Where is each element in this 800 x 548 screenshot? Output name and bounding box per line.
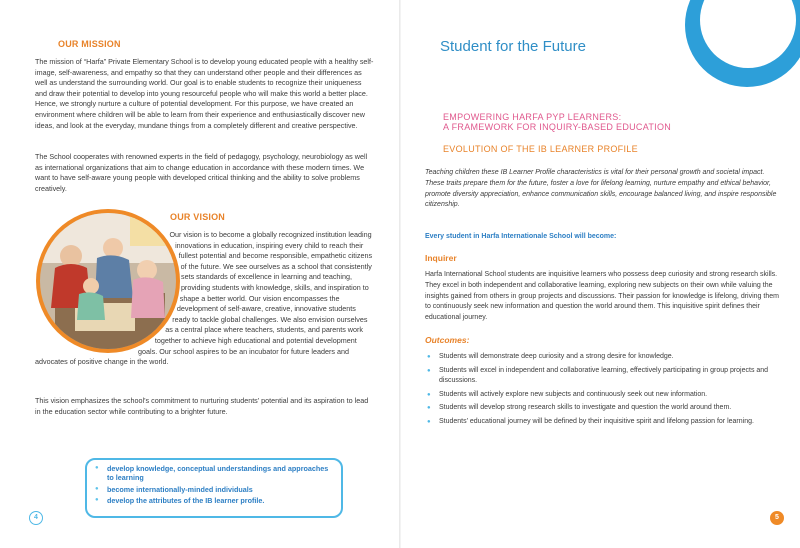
subtitle-line-2: A FRAMEWORK FOR INQUIRY-BASED EDUCATION — [443, 122, 672, 132]
ib-goals-callout — [85, 458, 343, 518]
decorative-circle — [682, 0, 800, 90]
list-item: ● Students’ educational journey will be defined by their inquisitive spirit and lifelong passion for learning. — [425, 417, 775, 428]
list-item: ● Students will demonstrate deep curiosity and a strong desire for knowledge. — [425, 352, 775, 363]
vision-heading: OUR VISION — [170, 212, 226, 222]
mission-heading: OUR MISSION — [58, 39, 121, 49]
right-page — [400, 0, 800, 548]
page-title: Student for the Future — [440, 38, 586, 55]
outcomes-list — [425, 352, 775, 430]
list-item: ● Students will excel in independent and collaborative learning, effectively participating in group projects and discussions. — [425, 366, 775, 387]
evolution-heading: EVOLUTION OF THE IB LEARNER PROFILE — [443, 144, 638, 154]
every-student-line: Every student in Harfa Internationale School will become: — [425, 233, 617, 240]
page-number-right: 5 — [770, 511, 784, 525]
callout-item: ● develop knowledge, conceptual understandings and approaches to learning — [95, 464, 333, 483]
list-item: ● Students will develop strong research skills to investigate and question the world around them. — [425, 403, 775, 414]
inquirer-heading: Inquirer — [425, 253, 457, 263]
subtitle-line-1: EMPOWERING HARFA PYP LEARNERS: — [443, 112, 622, 122]
intro-paragraph: Teaching children these IB Learner Profile characteristics is vital for their personal growth and societal impact. These traits prepare them for the future, foster a love for lifelong learning, nurture empathy and ethical behavior, promote diversity appreciation, enhance communication skills, encourage balanced living, and inspire responsible citizenship. — [425, 169, 777, 209]
callout-item: ● develop the attributes of the IB learner profile. — [95, 496, 333, 505]
inquirer-paragraph: Harfa International School students are inquisitive learners who possess deep curiosity and strong research skills. They excel in both independent and collaborative learning, exploring new subjects on their own while valuing the insights gained from others in group projects and discussions. Their passion for knowledge is lifelong, driving them to continuously seek new information and question the world around them. This inquisitive spirit defines their educational journey. — [425, 271, 779, 322]
page-number-left: 4 — [29, 511, 43, 525]
mission-paragraph-1: The mission of “Harfa” Private Elementary School is to develop young educated people with a healthy self-image, self-awareness, and empathy so that they can understand other people and their differences as well as understand the surrounding world. Our goal is to enable students to recognize their uniqueness and draw their potential to develop into young resourceful people who will make this world a better place. Hence, we strongly nurture a culture of potential development. For this purpose, we have created an environment where children will be able to learn from their experience and enthusiastically discover new ideas, and look at the everyday, mundane things from a completely different and creative perspective. — [35, 57, 374, 130]
callout-item: ● become internationally-minded individuals — [95, 485, 333, 494]
vision-paragraph-1: Our vision is to become a globally recognized institution leading innovations in education, inspiring every child to reach their fullest potential and become responsible, empathetic citizens of the future. We see ourselves as a school that consistently sets standards of excellence in learning and teaching, providing students with knowledge, skills, and inspiration to shape a better world. Our vision encompasses the development of self-aware, creative, innovative students ready to tackle global challenges. We also envision ourselves as a central place where teachers, students, and parents work together to achieve high educational and potential development goals. Our school aspires to be an incubator for future leaders and advocates of positive change in the world. — [35, 230, 373, 367]
mission-paragraph-2: The School cooperates with renowned experts in the field of pedagogy, psychology, neurobiology as well as international organizations that aim to change education in accordance with these modern times. We want to have self-aware young people with developed critical thinking and the ability to solve problems creatively. — [35, 152, 368, 193]
list-item: ● Students will actively explore new subjects and continuously seek out new information. — [425, 390, 775, 401]
vision-paragraph-1-wrap — [35, 230, 375, 370]
vision-paragraph-2: This vision emphasizes the school’s commitment to nurturing students’ potential and its aspiration to lead in the education sector while contributing to a brighter future. — [35, 396, 369, 416]
outcomes-heading: Outcomes: — [425, 335, 470, 345]
